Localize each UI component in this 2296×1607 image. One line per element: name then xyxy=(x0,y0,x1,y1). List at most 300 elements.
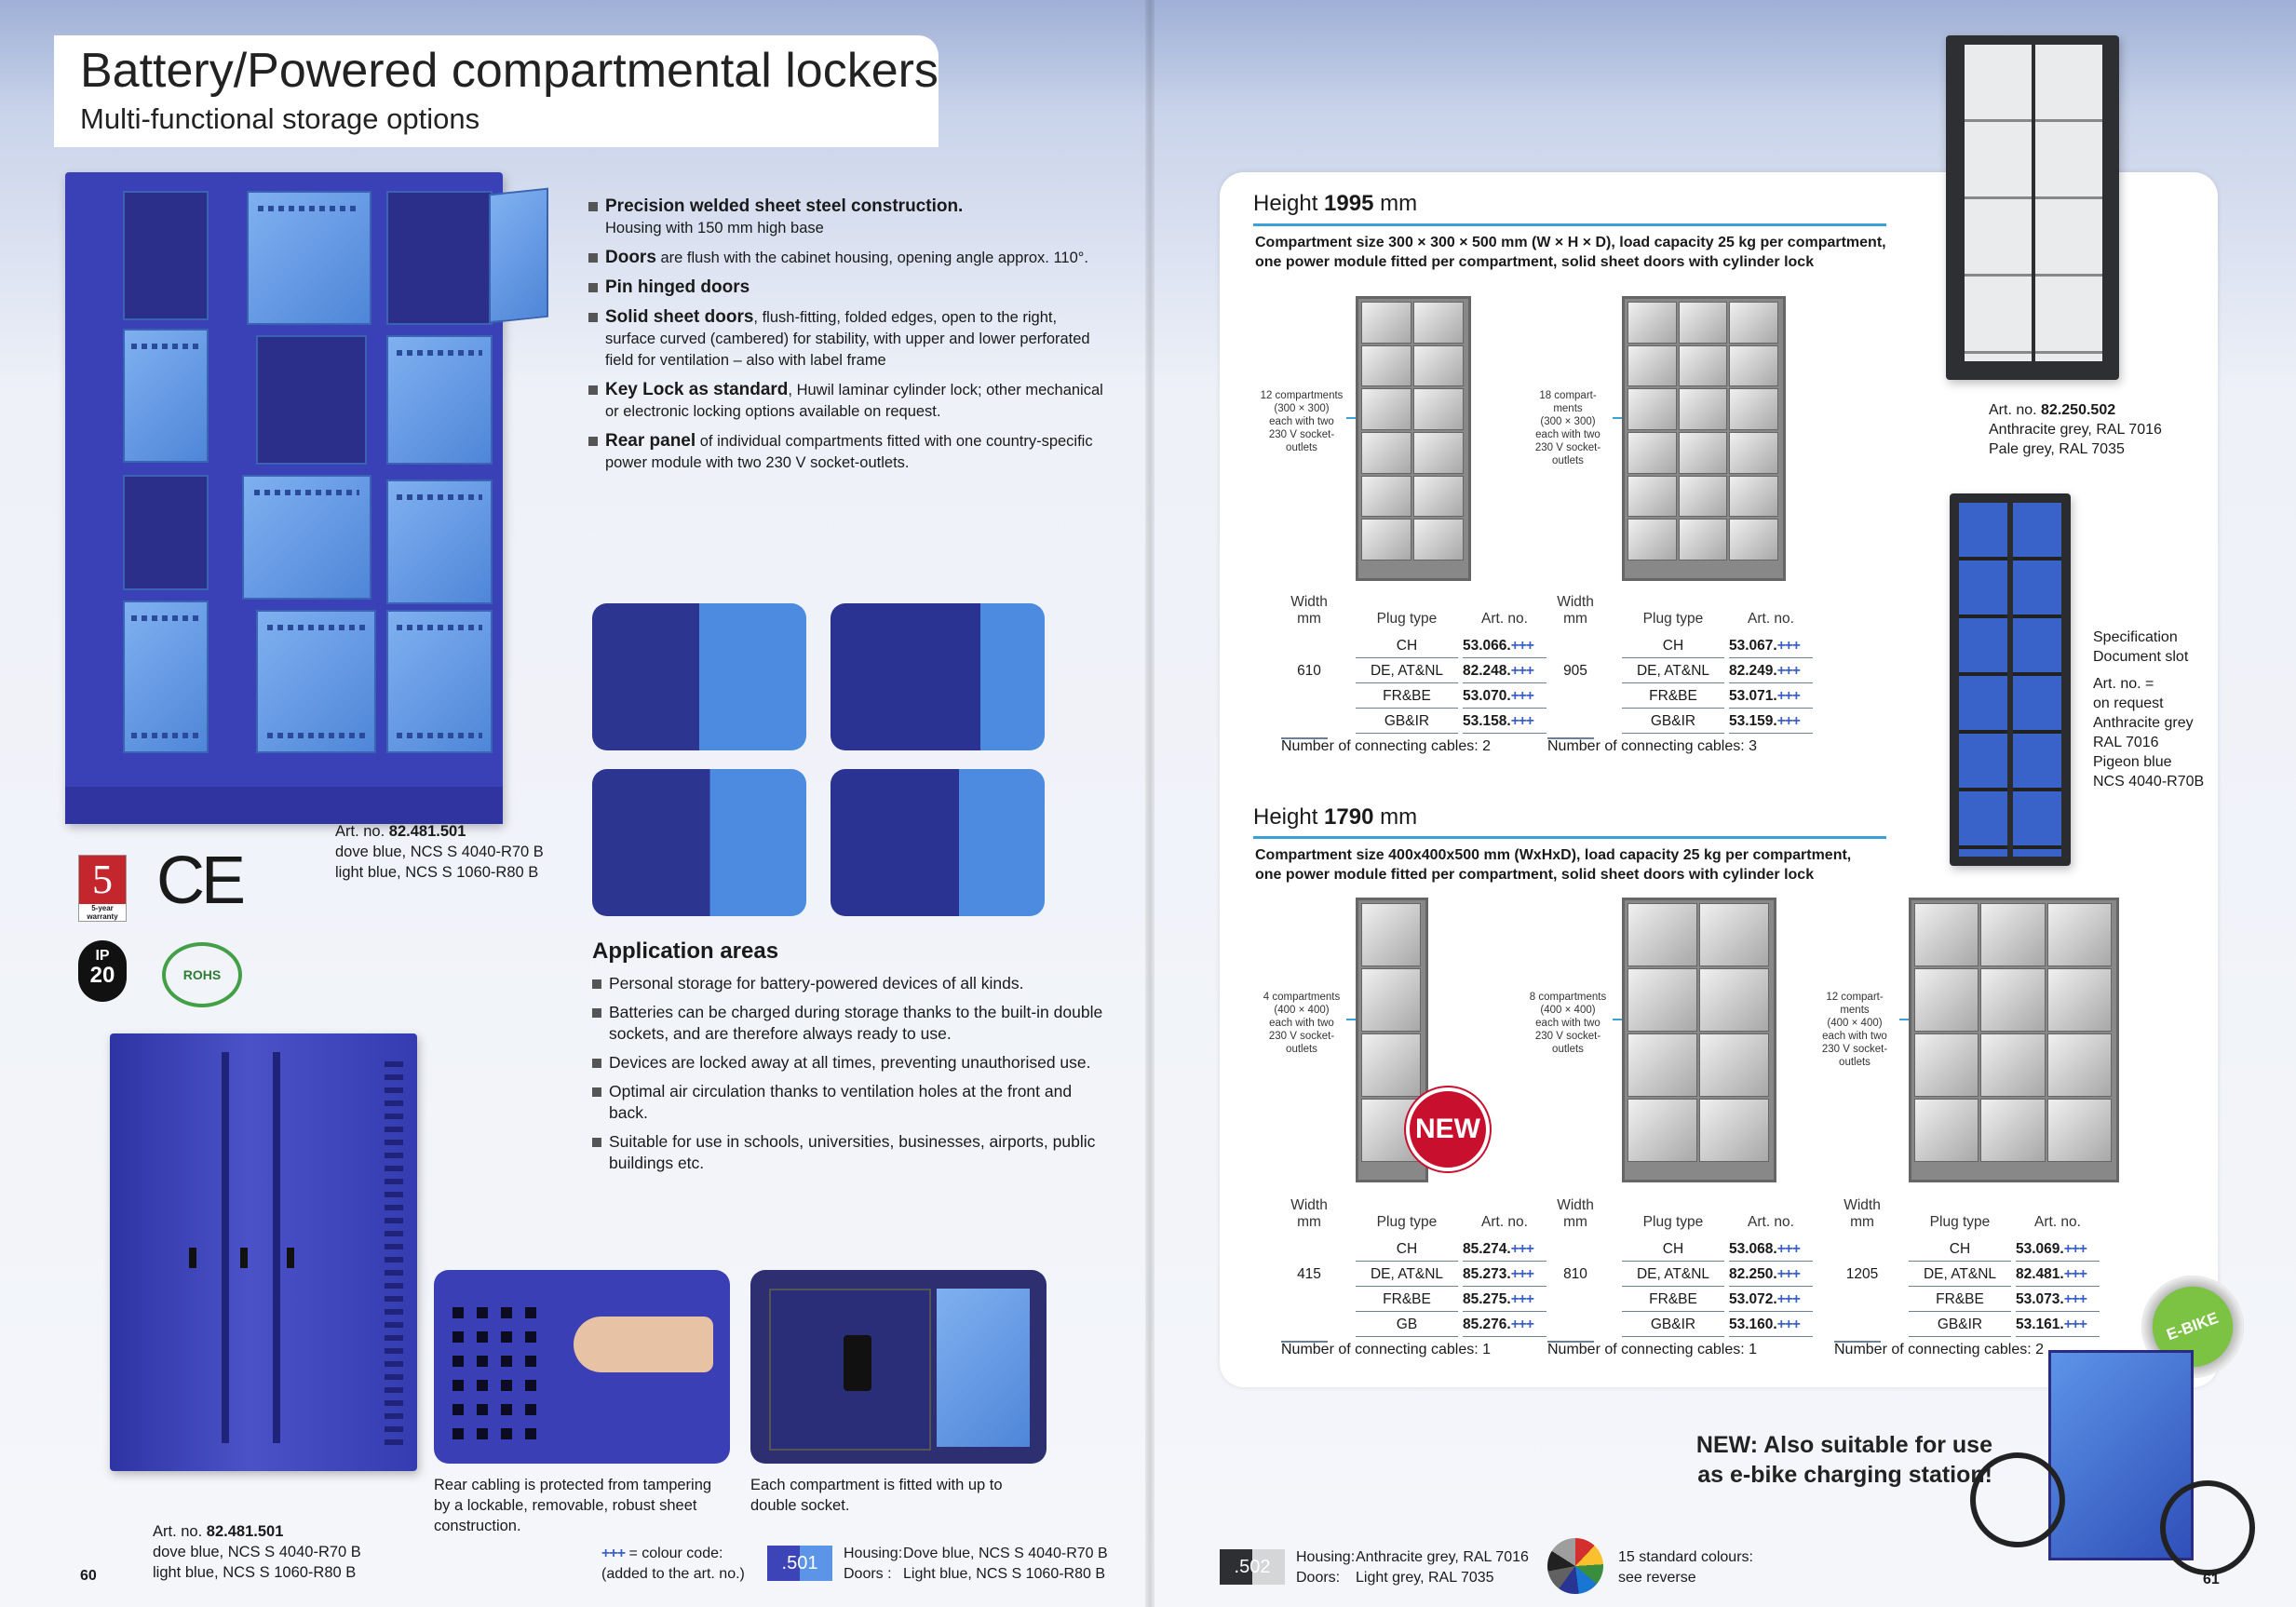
ebike-line-2: as e-bike charging station! xyxy=(1697,1462,1992,1488)
height-1995-title xyxy=(1253,191,1417,217)
compartment-door xyxy=(1699,903,1769,966)
doors-value: Light grey, RAL 7035 xyxy=(1356,1570,1494,1586)
plug-type-header: Plug type xyxy=(1929,1214,1991,1230)
art-label: Art. no. xyxy=(1989,402,2037,418)
note-line: outlets xyxy=(1552,455,1584,466)
compartment-door xyxy=(1413,302,1464,344)
feature-item xyxy=(588,306,1110,371)
side-line: on request xyxy=(2093,695,2164,711)
ebike-headline xyxy=(1639,1430,1992,1490)
grey-locker-image xyxy=(1946,35,2119,380)
art-number-table xyxy=(1281,1197,1560,1332)
compartment-door xyxy=(1361,432,1411,474)
art-no-value: 82.248. xyxy=(1463,663,1511,679)
art-no-header: Art. no. xyxy=(1748,1214,1794,1230)
plug-type-cell: DE, AT&NL xyxy=(1622,660,1724,683)
colour-code-label: .501 xyxy=(781,1553,818,1573)
doors-value: Light blue, NCS S 1060-R80 B xyxy=(903,1566,1106,1582)
locker-drawing xyxy=(1909,898,2119,1182)
plus-symbol: +++ xyxy=(1776,1241,1800,1257)
compartment-door xyxy=(1361,345,1411,387)
color-line-2: Pale grey, RAL 7035 xyxy=(1989,441,2125,457)
grey-locker-caption xyxy=(1989,400,2212,459)
note-line: each with two xyxy=(1269,416,1334,427)
art-no-cell xyxy=(1463,1314,1546,1337)
application-item: Personal storage for battery-powered devices of all kinds. xyxy=(592,973,1114,994)
housing-value: Anthracite grey, RAL 7016 xyxy=(1356,1549,1529,1565)
compartment-door xyxy=(1413,519,1464,560)
height-value: 1995 xyxy=(1324,191,1374,216)
compartment-door xyxy=(1627,302,1677,344)
feature-bold: Doors xyxy=(605,248,656,267)
plug-type-cell: DE, AT&NL xyxy=(1909,1263,2011,1287)
height-unit: mm xyxy=(1373,191,1418,216)
color-line-1: dove blue, NCS S 4040-R70 B xyxy=(335,844,544,860)
art-no-cell xyxy=(1463,1238,1546,1262)
art-number: 82.250.502 xyxy=(2041,402,2116,418)
side-line: Pigeon blue xyxy=(2093,754,2172,770)
note-line: (400 × 400) xyxy=(1274,1005,1330,1016)
plus-symbol: +++ xyxy=(1776,688,1800,704)
colour-legend-left xyxy=(844,1544,1141,1585)
note-line: each with two xyxy=(1535,429,1600,440)
art-no-cell xyxy=(1463,710,1546,734)
art-label: Art. no. xyxy=(335,823,385,840)
art-no-header: Art. no. xyxy=(1748,611,1794,627)
art-no-value: 82.250. xyxy=(1729,1266,1777,1282)
art-no-header: Art. no. xyxy=(1481,611,1528,627)
art-no-cell xyxy=(1729,685,1813,709)
art-no-cell xyxy=(1463,685,1546,709)
connecting-cables: Number of connecting cables: 1 xyxy=(1281,1342,1492,1357)
note-line: 230 V socket- xyxy=(1821,1044,1888,1055)
art-no-value: 53.158. xyxy=(1463,713,1511,729)
plug-type-cell: GB&IR xyxy=(1356,710,1458,734)
color-line-1: Anthracite grey, RAL 7016 xyxy=(1989,422,2162,438)
art-no-value: 53.067. xyxy=(1729,638,1777,654)
ip-label: IP xyxy=(95,948,110,964)
feature-text: are flush with the cabinet housing, opening angle approx. 110°. xyxy=(655,250,1088,266)
plus-symbol: +++ xyxy=(1776,1317,1800,1332)
page-number-left: 60 xyxy=(80,1568,97,1584)
plus-symbol: +++ xyxy=(1510,638,1533,654)
note-line: outlets xyxy=(1839,1057,1871,1068)
art-number-table xyxy=(1281,594,1560,729)
plus-symbol: +++ xyxy=(1776,1291,1800,1307)
header-tab xyxy=(54,35,939,147)
plug-type-cell: GB&IR xyxy=(1909,1314,2011,1337)
rohs-icon xyxy=(162,942,242,1007)
plus-symbol: +++ xyxy=(1510,688,1533,704)
art-number: 82.481.501 xyxy=(206,1523,284,1540)
detail-photo-1 xyxy=(592,603,806,750)
art-no-header: Art. no. xyxy=(2034,1214,2081,1230)
ebike-line-1: NEW: Also suitable for use xyxy=(1695,1432,1992,1458)
note-line: 18 compart- xyxy=(1539,390,1597,401)
colour-legend-right xyxy=(1296,1547,1575,1588)
feature-bold: Key Lock as standard xyxy=(605,380,789,399)
plug-type-cell: DE, AT&NL xyxy=(1356,660,1458,683)
page-title: Battery/Powered compartmental lockers xyxy=(80,44,939,98)
housing-value: Dove blue, NCS S 4040-R70 B xyxy=(903,1546,1108,1561)
spec-line-1: Compartment size 300 × 300 × 500 mm (W × H × D), load capacity 25 kg per compartment, xyxy=(1255,235,1886,250)
art-no-value: 53.069. xyxy=(2016,1241,2064,1257)
note-line: 12 compart- xyxy=(1826,992,1884,1003)
bicycle-icon xyxy=(1970,1452,2065,1547)
height-value: 1790 xyxy=(1324,804,1374,830)
art-no-cell xyxy=(2016,1263,2100,1287)
note-line: outlets xyxy=(1286,1044,1317,1055)
colour-code-swatch-502 xyxy=(1220,1549,1285,1585)
plug-type-cell: FR&BE xyxy=(1909,1289,2011,1312)
spec-line-1: Compartment size 400x400x500 mm (WxHxD), load capacity 25 kg per compartment, xyxy=(1255,847,1852,863)
doors-label: Doors : xyxy=(844,1566,892,1582)
compartment-door xyxy=(1627,388,1677,430)
ip20-icon xyxy=(78,940,127,1002)
art-no-cell xyxy=(1729,1263,1813,1287)
compartment-door xyxy=(1980,903,2045,966)
compartment-door xyxy=(1361,476,1411,518)
compartment-door xyxy=(1413,476,1464,518)
plus-symbol: +++ xyxy=(2063,1291,2087,1307)
feature-bold: Precision welded sheet steel construction. xyxy=(605,196,964,216)
feature-item xyxy=(588,196,1110,239)
standard-colours-note xyxy=(1618,1547,1804,1588)
compartment-note xyxy=(1808,991,1901,1069)
note-line: 230 V socket- xyxy=(1268,1031,1335,1042)
applications-heading: Application areas xyxy=(592,939,779,964)
plus-symbol: +++ xyxy=(1776,713,1800,729)
main-product-caption xyxy=(335,821,577,883)
plug-type-cell: GB xyxy=(1356,1314,1458,1337)
connecting-cables: Number of connecting cables: 2 xyxy=(1834,1342,2045,1357)
feature-text: Housing with 150 mm high base xyxy=(605,220,824,236)
side-line: Art. no. = xyxy=(2093,676,2154,692)
compartment-door xyxy=(1679,519,1728,560)
note-line: (300 × 300) xyxy=(1274,403,1330,414)
art-no-cell xyxy=(2016,1289,2100,1312)
feature-item xyxy=(588,277,1110,299)
color-line-2: light blue, NCS S 1060-R80 B xyxy=(153,1564,357,1581)
art-no-header: Art. no. xyxy=(1481,1214,1528,1230)
art-no-value: 85.273. xyxy=(1463,1266,1511,1282)
art-no-cell xyxy=(1463,660,1546,683)
compartment-door xyxy=(1361,519,1411,560)
art-no-cell xyxy=(1729,1238,1813,1262)
compartment-door xyxy=(1699,968,1769,1032)
art-no-value: 85.276. xyxy=(1463,1317,1511,1332)
width-header-unit: mm xyxy=(1850,1214,1874,1230)
plus-symbol: +++ xyxy=(1776,638,1800,654)
width-value: 1205 xyxy=(1845,1266,1879,1282)
compartment-door xyxy=(1679,302,1728,344)
doors-label: Doors: xyxy=(1296,1570,1341,1586)
compartment-door xyxy=(1914,1033,1979,1097)
specification-side-note xyxy=(2093,628,2223,791)
compartment-door xyxy=(1413,345,1464,387)
compartment-door xyxy=(1679,388,1728,430)
compartment-door xyxy=(1699,1099,1769,1162)
width-value: 905 xyxy=(1563,663,1587,679)
plug-type-cell: FR&BE xyxy=(1356,1289,1458,1312)
art-no-value: 82.481. xyxy=(2016,1266,2064,1282)
art-no-cell xyxy=(2016,1314,2100,1337)
compartment-door xyxy=(1361,1033,1421,1097)
art-no-value: 53.070. xyxy=(1463,688,1511,704)
note-line: ments xyxy=(1840,1005,1870,1016)
plug-type-cell: FR&BE xyxy=(1622,685,1724,709)
plus-symbol: +++ xyxy=(1510,1241,1533,1257)
compartment-socket-photo xyxy=(750,1270,1047,1464)
color-line-2: light blue, NCS S 1060-R80 B xyxy=(335,864,539,881)
plug-type-cell: GB&IR xyxy=(1622,1314,1724,1337)
rear-cabling-caption: Rear cabling is protected from tampering by a lockable, removable, robust sheet construction. xyxy=(434,1477,712,1534)
compartment-door xyxy=(2047,1033,2112,1097)
ce-mark-icon: CE xyxy=(156,844,243,918)
rear-locker-image xyxy=(110,1033,417,1471)
colours-line-2: see reverse xyxy=(1618,1570,1696,1586)
note-line: each with two xyxy=(1822,1031,1887,1042)
feature-bold: Pin hinged doors xyxy=(605,277,750,297)
feature-bold: Rear panel xyxy=(605,431,696,451)
compartment-door xyxy=(1980,1099,2045,1162)
compartment-door xyxy=(1729,519,1778,560)
compartment-door xyxy=(1627,432,1677,474)
art-no-cell xyxy=(1729,1289,1813,1312)
page-spine xyxy=(1145,0,1155,1607)
compartment-door xyxy=(1413,432,1464,474)
plus-symbol: +++ xyxy=(1776,1266,1800,1282)
spec-line-2: one power module fitted per compartment, solid sheet doors with cylinder lock xyxy=(1255,867,1815,883)
locker-drawing xyxy=(1622,898,1776,1182)
detail-photo-4 xyxy=(831,769,1045,916)
side-line: Anthracite grey xyxy=(2093,715,2194,731)
width-header: Width xyxy=(1290,594,1328,610)
plug-type-cell: GB&IR xyxy=(1622,710,1724,734)
compartment-door xyxy=(1729,432,1778,474)
width-header-unit: mm xyxy=(1297,611,1321,627)
side-line: Document slot xyxy=(2093,649,2189,665)
ip-number: 20 xyxy=(89,963,115,988)
note-line: 230 V socket- xyxy=(1534,442,1601,453)
compartment-door xyxy=(1980,1033,2045,1097)
compartment-door xyxy=(1627,1099,1697,1162)
width-value: 415 xyxy=(1297,1266,1321,1282)
art-no-cell xyxy=(2016,1238,2100,1262)
ebike-badge-label: E-BIKE xyxy=(2164,1308,2222,1344)
art-no-value: 53.160. xyxy=(1729,1317,1777,1332)
side-line: RAL 7016 xyxy=(2093,735,2159,750)
feature-list xyxy=(588,196,1110,481)
application-item: Suitable for use in schools, universities, businesses, airports, public buildings etc. xyxy=(592,1131,1114,1174)
colour-code-text: = colour code: xyxy=(625,1546,723,1561)
feature-item xyxy=(588,430,1110,474)
note-line: (300 × 300) xyxy=(1540,416,1596,427)
art-no-value: 53.071. xyxy=(1729,688,1777,704)
width-value: 610 xyxy=(1297,663,1321,679)
note-line: (400 × 400) xyxy=(1827,1018,1883,1029)
connecting-cables: Number of connecting cables: 1 xyxy=(1547,1342,1758,1357)
compartment-door xyxy=(1627,519,1677,560)
rohs-label: ROHS xyxy=(182,967,222,982)
application-item: Devices are locked away at all times, preventing unauthorised use. xyxy=(592,1052,1114,1074)
compartment-door xyxy=(1914,903,1979,966)
art-no-value: 53.161. xyxy=(2016,1317,2064,1332)
compartment-note xyxy=(1255,389,1348,454)
height-unit: mm xyxy=(1373,804,1418,830)
housing-label: Housing: xyxy=(1296,1549,1356,1565)
plus-symbol: +++ xyxy=(2063,1266,2087,1282)
locker-drawing xyxy=(1622,296,1786,581)
plug-type-cell: CH xyxy=(1622,1238,1724,1262)
colour-code-text-2: (added to the art. no.) xyxy=(601,1566,745,1582)
feature-item xyxy=(588,247,1110,269)
height-1790-title xyxy=(1253,804,1417,831)
art-no-value: 85.274. xyxy=(1463,1241,1511,1257)
compartment-door xyxy=(1914,968,1979,1032)
compartment-door xyxy=(1361,302,1411,344)
plus-symbol: +++ xyxy=(1510,1317,1533,1332)
plug-type-cell: CH xyxy=(1909,1238,2011,1262)
plug-type-header: Plug type xyxy=(1376,1214,1438,1230)
art-no-cell xyxy=(1729,660,1813,683)
feature-text: of individual compartments fitted with one country-specific power module with two 230 V socket-outlets. xyxy=(605,433,1093,471)
compartment-door xyxy=(1679,345,1728,387)
compartment-door xyxy=(1361,388,1411,430)
compartment-door xyxy=(2047,903,2112,966)
art-no-cell xyxy=(1729,710,1813,734)
main-locker-image xyxy=(65,172,503,824)
compartment-door xyxy=(1729,302,1778,344)
plus-symbol: +++ xyxy=(1510,1291,1533,1307)
art-no-cell xyxy=(1463,1289,1546,1312)
plug-type-cell: FR&BE xyxy=(1356,685,1458,709)
plus-symbol: +++ xyxy=(1776,663,1800,679)
feature-item xyxy=(588,379,1110,423)
note-line: 230 V socket- xyxy=(1534,1031,1601,1042)
art-no-value: 53.073. xyxy=(2016,1291,2064,1307)
compartment-door xyxy=(1679,476,1728,518)
plug-type-header: Plug type xyxy=(1642,1214,1704,1230)
art-no-cell xyxy=(1463,635,1546,658)
width-header-unit: mm xyxy=(1563,611,1587,627)
warranty-badge xyxy=(78,855,127,922)
application-areas xyxy=(592,940,1114,1182)
note-line: 12 compartments xyxy=(1260,390,1344,401)
colours-line-1: 15 standard colours: xyxy=(1618,1549,1753,1565)
document-slot-locker-image xyxy=(1950,493,2071,866)
plug-type-header: Plug type xyxy=(1376,611,1438,627)
warranty-text: 5-year warranty xyxy=(79,904,126,921)
plug-type-cell: CH xyxy=(1356,1238,1458,1262)
width-header: Width xyxy=(1290,1197,1328,1213)
colour-code-note xyxy=(601,1544,788,1585)
art-no-value: 53.072. xyxy=(1729,1291,1777,1307)
compartment-door xyxy=(1980,968,2045,1032)
feature-text: , flush-fitting, folded edges, open to the right, surface curved (cambered) for stability, with upper and lower perforated field for ventilation – also with label frame xyxy=(605,309,1090,369)
feature-text: , Huwil laminar cylinder lock; other mechanical or electronic locking options available on request. xyxy=(605,382,1103,420)
compartment-door xyxy=(1729,345,1778,387)
height-label: Height xyxy=(1253,804,1325,830)
application-item: Batteries can be charged during storage thanks to the built-in double sockets, and are therefore always ready to use. xyxy=(592,1002,1114,1045)
note-line: 4 compartments xyxy=(1263,992,1341,1003)
compartment-door xyxy=(1627,1033,1697,1097)
compartment-door xyxy=(1729,388,1778,430)
note-line: ments xyxy=(1553,403,1583,414)
side-line: Specification xyxy=(2093,629,2178,645)
art-no-cell xyxy=(1729,1314,1813,1337)
color-line-1: dove blue, NCS S 4040-R70 B xyxy=(153,1544,361,1560)
connecting-cables: Number of connecting cables: 2 xyxy=(1281,738,1492,754)
detail-photo-3 xyxy=(592,769,806,916)
art-no-cell xyxy=(1729,635,1813,658)
note-line: each with two xyxy=(1269,1018,1334,1029)
plus-symbol: +++ xyxy=(601,1546,626,1561)
locker-drawing xyxy=(1356,296,1471,581)
compartment-door xyxy=(1914,1099,1979,1162)
note-line: each with two xyxy=(1535,1018,1600,1029)
plus-symbol: +++ xyxy=(2063,1317,2087,1332)
width-header: Width xyxy=(1557,594,1594,610)
compartment-door xyxy=(1361,903,1421,966)
compartment-note xyxy=(1521,991,1614,1056)
art-no-value: 53.068. xyxy=(1729,1241,1777,1257)
section-underline xyxy=(1253,223,1886,226)
compartment-note xyxy=(1521,389,1614,467)
housing-label: Housing: xyxy=(844,1546,903,1561)
compartment-door xyxy=(1679,432,1728,474)
art-no-value: 82.249. xyxy=(1729,663,1777,679)
rear-product-caption xyxy=(153,1521,395,1583)
rear-cabling-photo xyxy=(434,1270,730,1464)
plug-type-cell: CH xyxy=(1356,635,1458,658)
colour-code-label: .502 xyxy=(1234,1557,1271,1577)
compartment-door xyxy=(2047,968,2112,1032)
side-line: NCS 4040-R70B xyxy=(2093,774,2205,790)
plus-symbol: +++ xyxy=(1510,713,1533,729)
plus-symbol: +++ xyxy=(1510,663,1533,679)
height-1995-spec xyxy=(1255,233,1907,272)
art-no-value: 53.159. xyxy=(1729,713,1777,729)
height-label: Height xyxy=(1253,191,1325,216)
plug-type-cell: FR&BE xyxy=(1622,1289,1724,1312)
note-line: 230 V socket- xyxy=(1268,429,1335,440)
width-header-unit: mm xyxy=(1297,1214,1321,1230)
page-subtitle: Multi-functional storage options xyxy=(80,102,480,135)
compartment-caption: Each compartment is fitted with up to double socket. xyxy=(750,1477,1003,1514)
compartment-door xyxy=(1413,388,1464,430)
art-number: 82.481.501 xyxy=(388,823,466,840)
detail-photo-2 xyxy=(831,603,1045,750)
page-number-right: 61 xyxy=(2203,1572,2220,1587)
art-no-cell xyxy=(1463,1263,1546,1287)
plus-symbol: +++ xyxy=(2063,1241,2087,1257)
spec-line-2: one power module fitted per compartment, solid sheet doors with cylinder lock xyxy=(1255,254,1815,270)
compartment-door xyxy=(1699,1033,1769,1097)
connecting-cables: Number of connecting cables: 3 xyxy=(1547,738,1758,754)
note-line: outlets xyxy=(1552,1044,1584,1055)
application-item: Optimal air circulation thanks to ventilation holes at the front and back. xyxy=(592,1081,1114,1124)
plug-type-header: Plug type xyxy=(1642,611,1704,627)
height-1790-spec xyxy=(1255,845,1907,885)
compartment-door xyxy=(1361,968,1421,1032)
width-value: 810 xyxy=(1563,1266,1587,1282)
plug-type-cell: DE, AT&NL xyxy=(1622,1263,1724,1287)
note-line: (400 × 400) xyxy=(1540,1005,1596,1016)
width-header-unit: mm xyxy=(1563,1214,1587,1230)
compartment-note xyxy=(1255,991,1348,1056)
compartment-door xyxy=(2047,1099,2112,1162)
